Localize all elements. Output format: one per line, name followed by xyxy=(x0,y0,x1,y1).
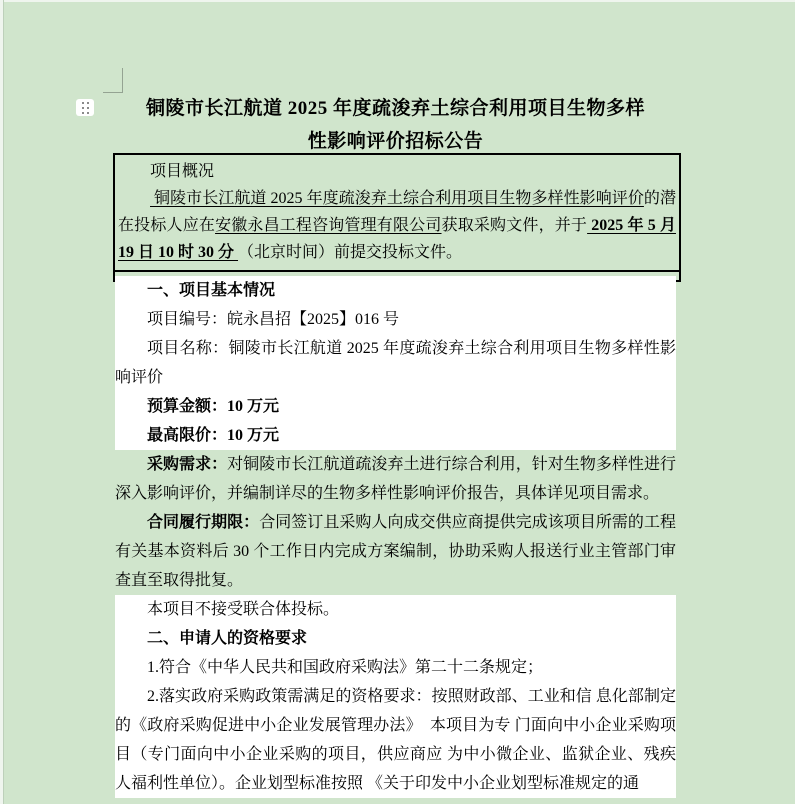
content-paragraphs xyxy=(115,276,676,798)
text-run: 项目编号：皖永昌招【2025】016 号 xyxy=(147,311,400,328)
window-left-edge xyxy=(0,0,4,804)
drag-handle-icon[interactable] xyxy=(76,99,94,116)
text-run: 的潜在投标人应在 xyxy=(118,190,676,234)
overview-paragraph xyxy=(118,185,676,266)
paragraph xyxy=(115,653,676,682)
text-run: （北京时间）前提交投标文件。 xyxy=(238,244,463,261)
paragraph xyxy=(115,421,676,450)
text-run: 本项目不接受联合体投标。 xyxy=(147,601,340,618)
text-run: 2.落实政府采购政策需满足的资格要求：按照财政部、工业和信 息化部制定的《政府采购促进中小企业发展管理办法》 本项目为专 门面向中小企业采购项目（专门面向中小企业采购的项目，供应商应 为中小微企业、监狱企业、残疾人福利性单位）。企业划型标准按照 《关于印发中小企业划型标准规定的通 xyxy=(115,688,676,792)
text-run: 项目名称：铜陵市长江航道 2025 年度疏浚弃土综合利用项目生物多样性影响评价 xyxy=(115,340,676,386)
paragraph xyxy=(115,334,676,392)
emphasized-text: 二、申请人的资格要求 xyxy=(147,630,308,647)
dot xyxy=(87,112,89,114)
dot xyxy=(87,102,89,104)
dot xyxy=(82,102,84,104)
text-run: 合同签订且采购人向成交供应商提供完成该项目所需的工程有关基本资料后 30 个工作日内完成方案编制，协助采购人报送行业主管部门审查直至取得批复。 xyxy=(115,514,676,589)
paragraph xyxy=(115,595,676,624)
paragraph xyxy=(115,450,676,508)
text-run: 1.符合《中华人民共和国政府采购法》第二十二条规定； xyxy=(147,659,544,676)
emphasized-text: 2025 年 5 月 19 日 10 时 30 分 xyxy=(118,217,676,261)
emphasized-text: 安徽永昌工程咨询管理有限公司 xyxy=(215,217,442,234)
dot xyxy=(82,107,84,109)
doc-title-line: 性影响评价招标公告 xyxy=(307,131,484,152)
overview-heading: 项目概况 xyxy=(150,163,215,180)
overview-box xyxy=(113,153,681,272)
text-run: 对铜陵市长江航道疏浚弃土进行综合利用，针对生物多样性进行深入影响评价，并编制详尽的生物多样性影响评价报告，具体详见项目需求。 xyxy=(115,456,676,502)
emphasized-text: 一、项目基本情况 xyxy=(147,282,276,299)
paragraph xyxy=(115,392,676,421)
paragraph xyxy=(115,624,676,653)
paragraph xyxy=(115,276,676,305)
emphasized-text: 最高限价：10 万元 xyxy=(147,427,280,444)
paragraph xyxy=(115,682,676,798)
dot xyxy=(82,112,84,114)
text-run: 获取采购文件，并于 xyxy=(441,217,588,234)
doc-title-line: 铜陵市长江航道 2025 年度疏浚弃土综合利用项目生物多样 xyxy=(145,98,645,119)
margin-corner-mark xyxy=(103,68,123,93)
doc-title xyxy=(115,92,676,158)
paragraph xyxy=(115,305,676,334)
emphasized-text: 采购需求： xyxy=(147,456,228,473)
paragraph xyxy=(115,508,676,595)
emphasized-text: 铜陵市长江航道 2025 年度疏浚弃土综合利用项目生物多样性影响评价 xyxy=(150,190,644,207)
window-top-edge xyxy=(0,0,795,2)
emphasized-text: 预算金额：10 万元 xyxy=(147,398,280,415)
dot xyxy=(87,107,89,109)
emphasized-text: 合同履行期限： xyxy=(147,514,260,531)
